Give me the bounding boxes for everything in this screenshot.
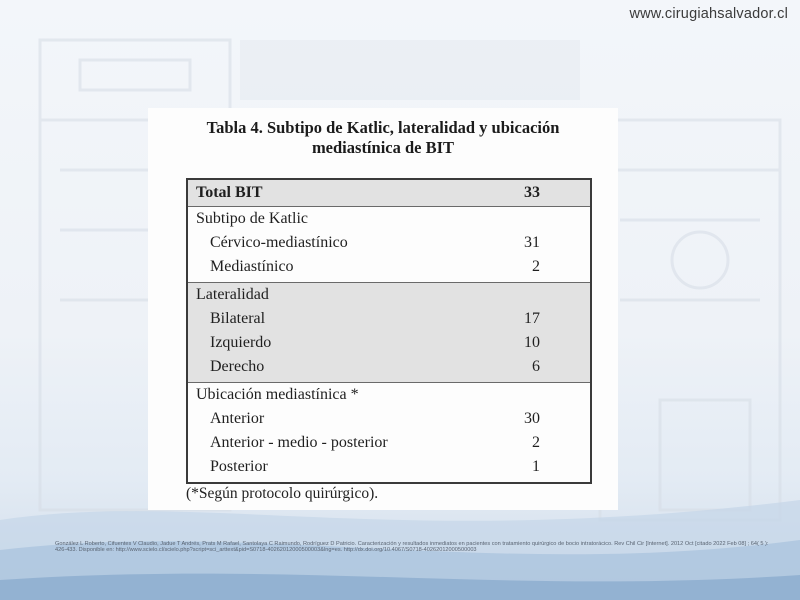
citation-text: González L Roberto, Cifuentes V Claudio, Jadue T Andrés, Prats M Rafael, Santolaya C Raimundo, Rodríguez D Patricio. Caracterización y resultados inmediatos en pacientes con tratamiento quirúrgico de bocio intratorácico. Rev Chil Cir [Internet]. 2012 Oct [citado 2022 Feb 08] ; 64( 5 ): 426-433. Disponible en: http://www.scielo.cl/scielo.php?script=sci_arttext&pid=S0718-40262012000500003&lng=es. http://dx.doi.org/10.4067/S0718-40262012000500003 [55,541,769,554]
table-section-total [188,180,590,206]
site-url: www.cirugiahsalvador.cl [629,6,788,22]
table-section-heading: Lateralidad [196,286,269,303]
total-label: Total BIT [196,184,263,201]
table-title-line2: mediastínica de BIT [311,138,455,157]
table-row: Bilateral 17 [210,310,540,327]
table-row: Posterior 1 [210,458,540,475]
table-row: Cérvico-mediastínico 31 [210,234,540,251]
table-row: Derecho 6 [210,358,540,375]
table-title [148,118,618,158]
table-section-heading: Subtipo de Katlic [196,210,308,227]
table-section-katlic [188,206,590,282]
table-row: Anterior 30 [210,410,540,427]
table-row: Anterior - medio - posterior 2 [210,434,540,451]
table-figure [148,108,618,510]
table-title-line1: Tabla 4. Subtipo de Katlic, lateralidad y ubicación [206,118,560,137]
table-row [188,180,590,206]
table-row: Izquierdo 10 [210,334,540,351]
table-row: Mediastínico 2 [210,258,540,275]
katlic-table [186,178,592,484]
table-footnote: (*Según protocolo quirúrgico). [186,485,379,502]
table-section-lateralidad [188,282,590,382]
table-section-heading: Ubicación mediastínica * [196,386,359,403]
total-value: 33 [524,184,540,201]
table-section-ubicacion [188,382,590,482]
